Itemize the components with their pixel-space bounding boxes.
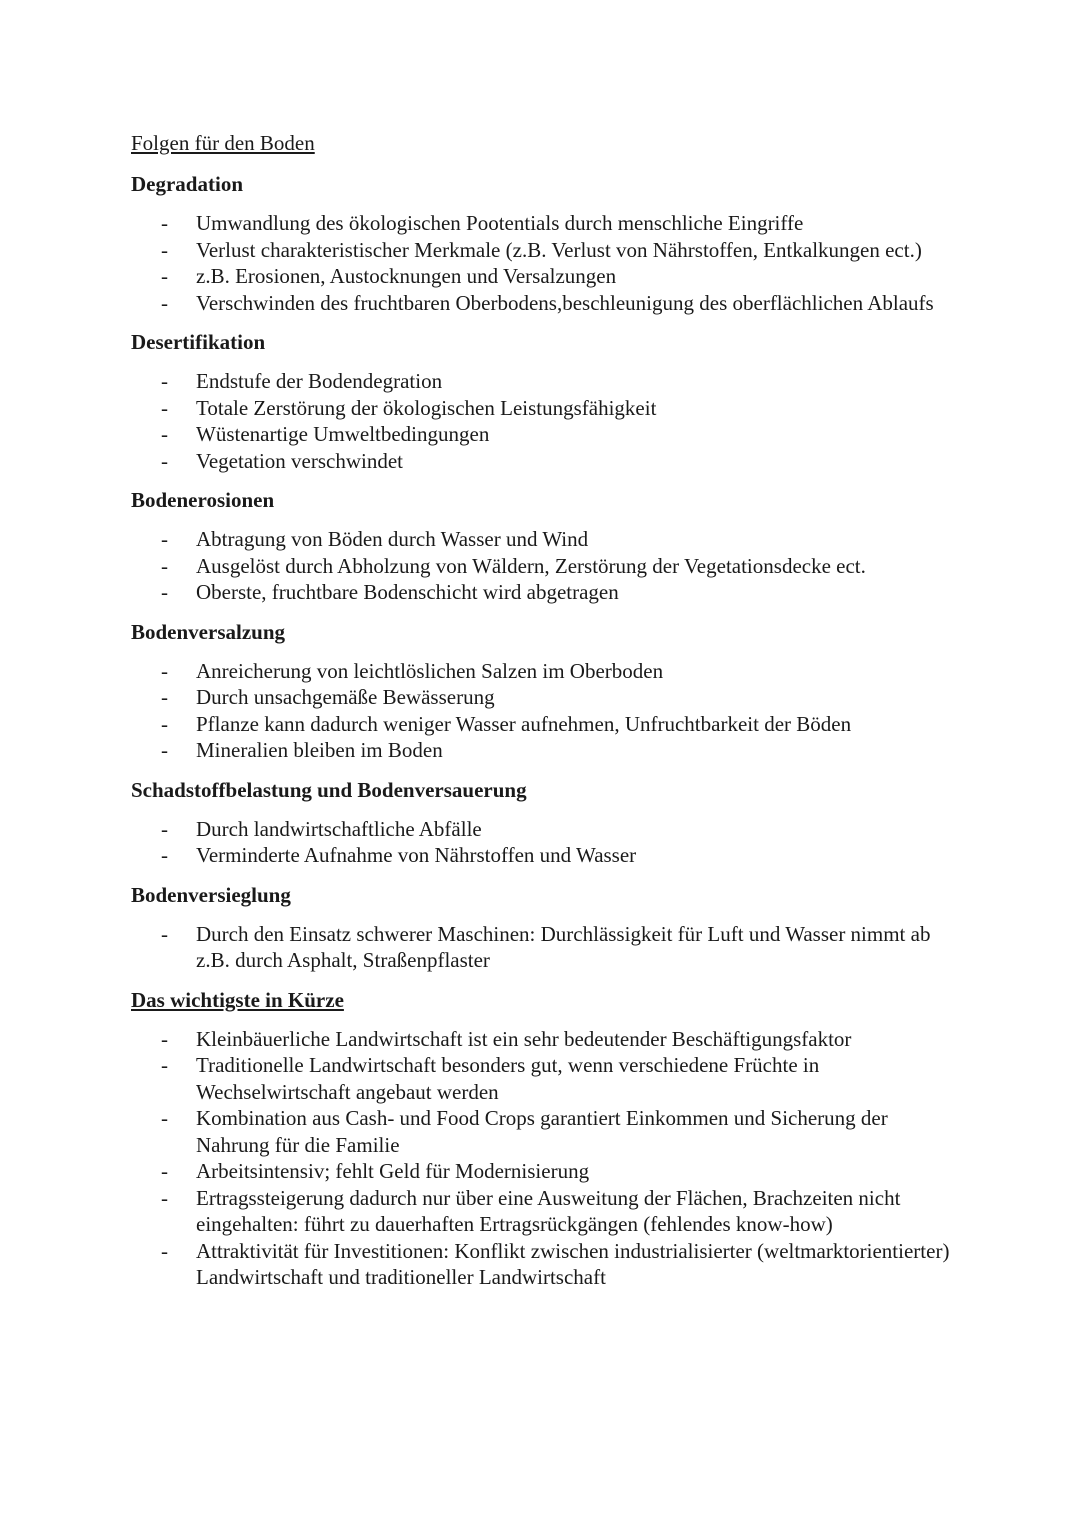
bullet-dash: - <box>161 264 168 288</box>
bullet-dash: - <box>161 843 168 867</box>
bullet-dash: - <box>161 1053 168 1077</box>
bullet-item <box>131 684 951 711</box>
bullet-text: Pflanze kann dadurch weniger Wasser aufnehmen, Unfruchtbarkeit der Böden <box>196 711 852 736</box>
bullet-dash: - <box>161 527 168 551</box>
bullet-dash: - <box>161 422 168 446</box>
bullet-dash: - <box>161 816 168 841</box>
bullet-text: Vegetation verschwindet <box>196 448 404 473</box>
bullet-text: Verminderte Aufnahme von Nährstoffen und Wasser <box>196 843 637 867</box>
bullet-dash: - <box>161 738 168 762</box>
bullet-dash: - <box>161 211 168 235</box>
bullet-item <box>131 368 951 395</box>
bullet-dash: - <box>161 711 168 736</box>
bullet-text: Abtragung von Böden durch Wasser und Wind <box>196 527 589 551</box>
bullet-text: Kombination aus Cash- und Food Crops garantiert Einkommen und Sicherung der Nahrung für die Familie <box>196 1106 888 1157</box>
bullet-item <box>131 526 951 553</box>
bullet-text: Endstufe der Bodendegration <box>196 369 443 393</box>
section-heading: Das wichtigste in Kürze <box>131 987 344 1012</box>
bullet-dash: - <box>161 921 168 946</box>
bullet-item <box>131 711 951 738</box>
bullet-text: Traditionelle Landwirtschaft besonders gut, wenn verschiedene Früchte in Wechselwirtschaft angebaut werden <box>196 1053 820 1104</box>
bullet-item <box>131 237 951 264</box>
section <box>131 775 951 869</box>
bullet-item <box>131 421 951 448</box>
section <box>131 485 951 606</box>
bullet-text: Durch den Einsatz schwerer Maschinen: Durchlässigkeit für Luft und Wasser nimmt ab z.B. durch Asphalt, Straßenpflaster <box>196 921 931 972</box>
bullet-text: Umwandlung des ökologischen Pootentials durch menschliche Eingriffe <box>196 211 804 235</box>
bullet-item <box>131 579 951 606</box>
bullet-text: Totale Zerstörung der ökologischen Leistungsfähigkeit <box>196 395 657 420</box>
section-heading: Schadstoffbelastung und Bodenversauerung <box>131 777 527 802</box>
bullet-dash: - <box>161 658 168 683</box>
bullet-text: Ertragssteigerung dadurch nur über eine Ausweitung der Flächen, Brachzeiten nicht eingehalten: führt zu dauerhaften Ertragsrückgängen (fehlendes know-how) <box>196 1185 901 1236</box>
bullet-item <box>131 737 951 764</box>
bullet-list <box>131 921 951 974</box>
bullet-dash: - <box>161 369 168 393</box>
bullet-dash: - <box>161 395 168 420</box>
bullet-item <box>131 658 951 685</box>
bullet-dash: - <box>161 237 168 262</box>
bullet-text: Durch landwirtschaftliche Abfälle <box>196 816 482 841</box>
bullet-item <box>131 448 951 475</box>
bullet-item <box>131 553 951 580</box>
bullet-text: z.B. Erosionen, Austocknungen und Versalzungen <box>196 264 617 288</box>
bullet-dash: - <box>161 290 168 315</box>
bullet-dash: - <box>161 580 168 604</box>
bullet-list <box>131 816 951 869</box>
bullet-text: Ausgelöst durch Abholzung von Wäldern, Zerstörung der Vegetationsdecke ect. <box>196 553 866 578</box>
bullet-item <box>131 842 951 869</box>
section <box>131 985 951 1291</box>
bullet-text: Attraktivität für Investitionen: Konflikt zwischen industrialisierter (weltmarktorientierter) Landwirtschaft und traditioneller Landwirtschaft <box>196 1238 950 1289</box>
section-heading: Bodenerosionen <box>131 488 275 512</box>
bullet-dash: - <box>161 1185 168 1210</box>
section-heading: Bodenversalzung <box>131 619 286 644</box>
section-heading: Bodenversieglung <box>131 882 291 907</box>
bullet-list <box>131 526 951 606</box>
bullet-list <box>131 210 951 316</box>
bullet-dash: - <box>161 448 168 473</box>
bullet-dash: - <box>161 553 168 578</box>
bullet-item <box>131 1185 951 1238</box>
bullet-text: Mineralien bleiben im Boden <box>196 738 443 762</box>
document-page <box>131 128 951 1302</box>
bullet-list <box>131 1026 951 1291</box>
bullet-item <box>131 816 951 843</box>
bullet-item <box>131 395 951 422</box>
bullet-item <box>131 1026 951 1053</box>
bullet-text: Oberste, fruchtbare Bodenschicht wird abgetragen <box>196 580 619 604</box>
bullet-item <box>131 1238 951 1291</box>
bullet-text: Verschwinden des fruchtbaren Oberbodens,beschleunigung des oberflächlichen Ablaufs <box>196 290 934 315</box>
bullet-dash: - <box>161 1159 168 1183</box>
bullet-list <box>131 368 951 474</box>
bullet-item <box>131 210 951 237</box>
bullet-dash: - <box>161 1106 168 1130</box>
bullet-item <box>131 290 951 317</box>
bullet-text: Wüstenartige Umweltbedingungen <box>196 422 490 446</box>
bullet-dash: - <box>161 685 168 709</box>
bullet-item <box>131 1052 951 1105</box>
bullet-item <box>131 1158 951 1185</box>
bullet-item <box>131 263 951 290</box>
section <box>131 169 951 316</box>
bullet-text: Arbeitsintensiv; fehlt Geld für Modernisierung <box>196 1159 590 1183</box>
section <box>131 880 951 974</box>
sections-container <box>131 169 951 1291</box>
bullet-dash: - <box>161 1026 168 1051</box>
section-heading: Desertifikation <box>131 330 266 354</box>
bullet-item <box>131 1105 951 1158</box>
section-heading: Degradation <box>131 172 243 196</box>
bullet-text: Anreicherung von leichtlöslichen Salzen im Oberboden <box>196 658 664 683</box>
bullet-text: Kleinbäuerliche Landwirtschaft ist ein sehr bedeutender Beschäftigungsfaktor <box>196 1026 852 1051</box>
document-title: Folgen für den Boden <box>131 131 315 155</box>
section <box>131 617 951 764</box>
section <box>131 327 951 474</box>
bullet-text: Verlust charakteristischer Merkmale (z.B. Verlust von Nährstoffen, Entkalkungen ect.) <box>196 237 922 262</box>
bullet-dash: - <box>161 1238 168 1263</box>
bullet-text: Durch unsachgemäße Bewässerung <box>196 685 495 709</box>
bullet-list <box>131 658 951 764</box>
bullet-item <box>131 921 951 974</box>
